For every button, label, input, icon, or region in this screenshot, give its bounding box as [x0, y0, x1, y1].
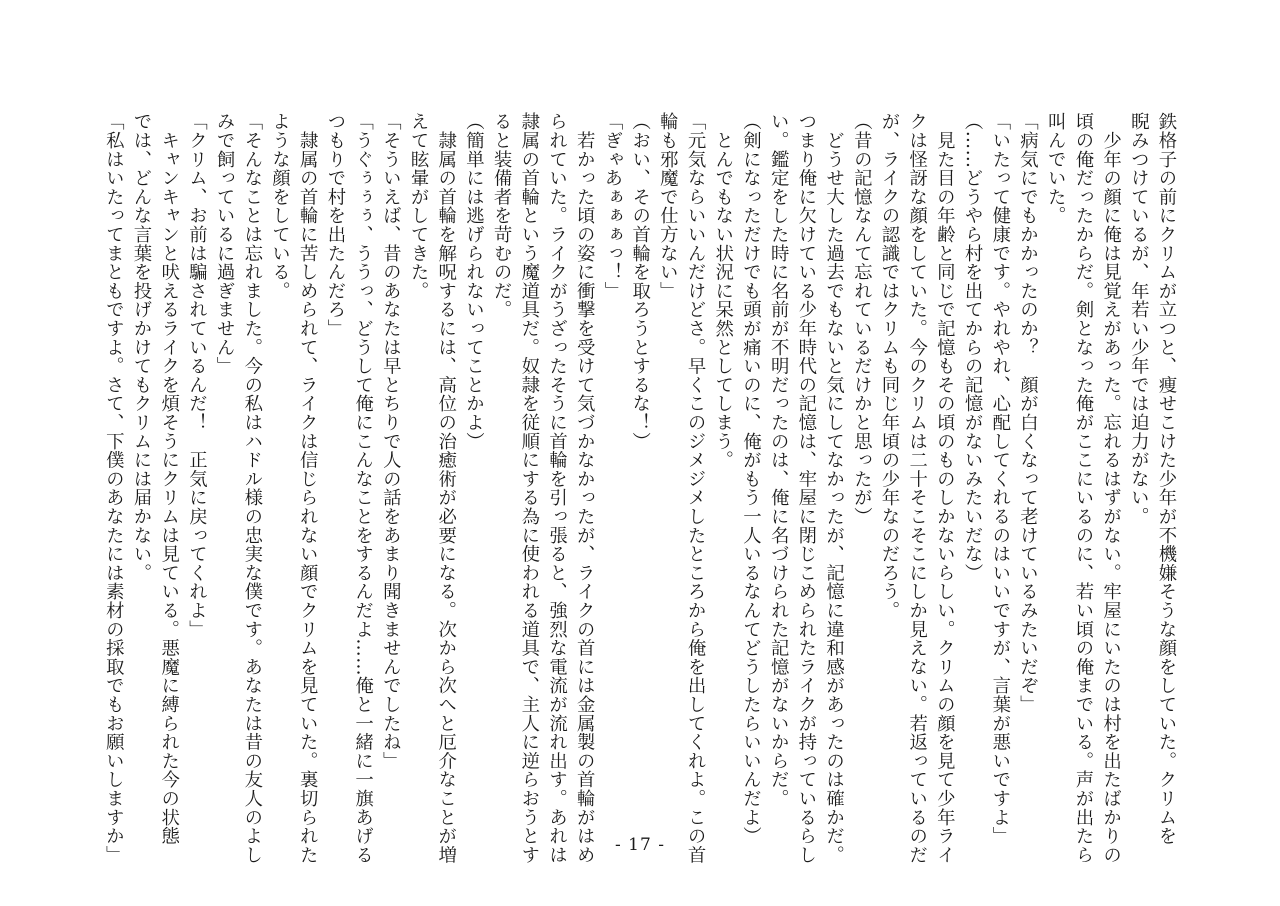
text-line: えて眩暈がしてきた。 [408, 112, 430, 300]
page-number: - 17 - [615, 835, 665, 855]
text-line: 見た目の年齢と同じで記憶もその頃のものしかないらしい。クリムの顔を見て少年ライ [934, 112, 956, 864]
text-line: とんでもない状況に呆然としてしまう。 [712, 112, 734, 470]
text-line: （剣になっただけでも頭が痛いのに、俺がもう一人いるなんてどうしたらいいんだよ） [740, 112, 762, 846]
text-line: どうせ大した過去でもないと気にしてなかったが、記憶に違和感があったのは確かだ。 [823, 112, 845, 864]
text-line: （おい、その首輪を取ろうとするな！） [629, 112, 651, 451]
text-line: 隷属の首輪という魔道具だ。奴隷を従順にする為に使われる道具で、主人に逆らおうとす [518, 112, 540, 864]
text-line: 「いたって健康です。やれやれ、心配してくれるのはいいですが、言葉が悪いですよ」 [989, 112, 1011, 846]
text-line: 「病気にでもかかったのか？ 顔が白くなって老けているみたいだぞ」 [1017, 112, 1039, 714]
text-line: 輪も邪魔で仕方ない」 [657, 112, 679, 300]
text-line: 鉄格子の前にクリムが立つと、痩せこけた少年が不機嫌そうな顔をしていた。クリムを [1156, 112, 1177, 846]
text-line: 「うぐぅぅぅ、ううっ、どうして俺にこんなことをするんだよ……俺と一緒に一旗あげる [352, 112, 374, 864]
text-line: 睨みつけているが、年若い少年では迫力がない。 [1128, 112, 1150, 526]
text-line: 隷属の首輪に苦しめられて、ライクは信じられない顔でクリムを見ていた。裏切られた [297, 112, 319, 864]
text-line: 「元気ならいいんだけどさ。早くこのジメジメしたところから俺を出してくれよ。この首 [685, 112, 707, 864]
text-line: 頃の俺だったからだ。剣となった俺がここにいるのに、若い頃の俺までいる。声が出たら [1072, 112, 1094, 864]
text-line: が、ライクの認識ではクリムも同じ年頃の少年なのだろう。 [878, 112, 900, 620]
text-line: ような顔をしている。 [269, 112, 291, 300]
text-line: 叫んでいた。 [1045, 112, 1067, 225]
text-line: 隷属の首輪を解呪するには、高位の治癒術が必要になる。次から次へと厄介なことが増 [435, 112, 457, 864]
text-line: 「私はいたってまともですよ。さて、下僕のあなたには素材の採取でもお願いしますか」 [103, 112, 125, 864]
text-line: 「そういえば、昔のあなたは早とちりで人の話をあまり聞きませんでしたね」 [380, 112, 402, 770]
text-line: では、どんな言葉を投げかけてもクリムには届かない。 [130, 112, 152, 582]
text-line: クは怪訝な顔をしていた。今のクリムは二十そこそこにしか見えない。若返っているのだ [906, 112, 928, 864]
text-line: つまり俺に欠けている少年時代の記憶は、牢屋に閉じこめられたライクが持っているらし [795, 112, 817, 864]
text-line: ると装備者を苛むのだ。 [491, 112, 513, 319]
text-line: キャンキャンと吠えるライクを煩そうにクリムは見ている。悪魔に縛られた今の状態 [158, 112, 180, 846]
text-line: 「ぎゃあぁぁぁっ！」 [601, 112, 623, 300]
text-line: 「そんなことは忘れました。今の私はハドル様の忠実な僕です。あなたは昔の友人のよし [241, 112, 263, 864]
text-line: つもりで村を出たんだろ」 [324, 112, 346, 338]
text-line: い。鑑定をした時に名前が不明だったのは、俺に名づけられた記憶がないからだ。 [768, 112, 790, 808]
text-line: （昔の記憶なんて忘れているだけかと思ったが） [851, 112, 873, 526]
text-line: みで飼っているに過ぎません」 [214, 112, 236, 376]
text-line: （簡単には逃げられないってことかよ） [463, 112, 485, 451]
text-line: 少年の顔に俺は見覚えがあった。忘れるはずがない。牢屋にいたのは村を出たばかりの [1100, 112, 1122, 864]
text-line: （……どうやら村を出てからの記憶がないみたいだな） [962, 112, 984, 582]
text-line: 若かった頃の姿に衝撃を受けて気づかなかったが、ライクの首には金属製の首輪がはめ [574, 112, 596, 864]
text-line: 「クリム、お前は騙されているんだ！ 正気に戻ってくれよ」 [186, 112, 208, 639]
text-line: られていた。ライクがうざったそうに首輪を引っ張ると、強烈な電流が流れ出す。あれは [546, 112, 568, 864]
